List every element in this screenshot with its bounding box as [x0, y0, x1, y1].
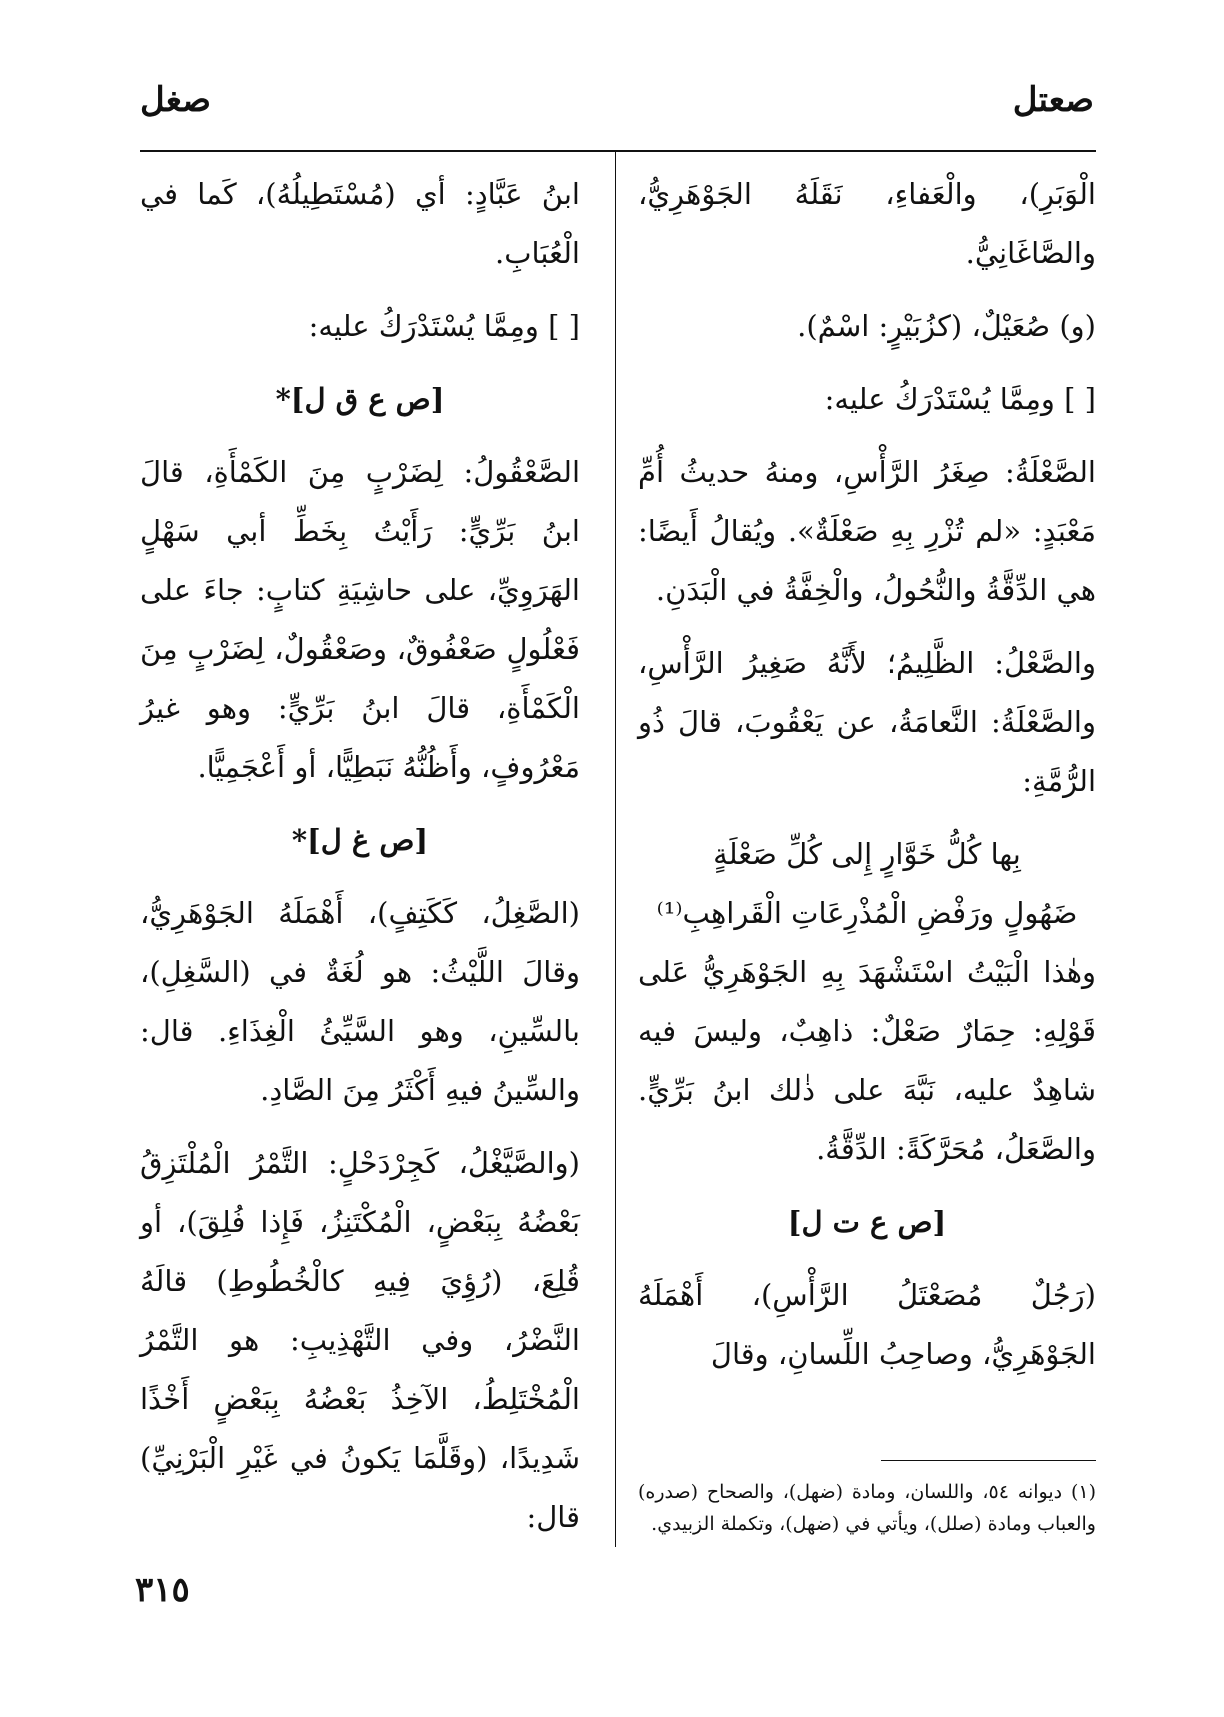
running-header-left: صغل: [140, 80, 212, 120]
header-rule: [140, 150, 1096, 152]
paragraph: وهٰذا الْبَيْتُ اسْتَشْهَدَ بِهِ الجَوْهَرِيُّ عَلى قَوْلِهِ: حِمَارٌ صَعْلٌ: ذاهِبٌ، وليسَ فيه شاهِدٌ عليه، نَبَّهَ على ذٰلك ابنُ بَرِّيٍّ. والصَّعَلُ، مُحَرَّكَةً: الدِّقَّةُ.: [638, 955, 1096, 1166]
verse-line: بِها كُلُّ خَوَّارٍ إِلى كُلِّ صَعْلَةٍ: [713, 837, 1021, 871]
paragraph: الصَّعْلَةُ: صِغَرُ الرَّأْسِ، ومنهُ حديثُ أُمِّ مَعْبَدٍ: «لم تُزْرِ بِهِ صَعْلَةٌ». ويُقالُ أَيضًا: هي الدِّقَّةُ والنُّحُولُ، والْخِفَّةُ في الْبَدَنِ.: [638, 455, 1096, 607]
paragraph: (الصَّغِلُ، كَكَتِفٍ)، أَهْمَلَهُ الجَوْهَرِيُّ، وقالَ اللَّيْثُ: هو لُغَةٌ في (السَّغِلِ)، بالسِّينِ، وهو السَّيِّئُ الْغِذَاءِ. قال: والسِّينُ فيهِ أَكْثَرُ مِنَ الصَّادِ.: [140, 896, 580, 1107]
footnote: [638, 1476, 1096, 1540]
entry-heading: [ص ع ق ل]*: [275, 382, 445, 416]
footnote-text: (١) ديوانه ٥٤، واللسان، ومادة (ضهل)، والصحاح (صدره) والعباب ومادة (صلل)، ويأتي في (ضهل)، وتكملة الزبيدي.: [638, 1481, 1096, 1535]
paragraph: الصَّعْقُولُ: لِضَرْبٍ مِنَ الكَمْأَةِ، قالَ ابنُ بَرِّيٍّ: رَأَيْتُ بِخَطِّ أبي سَهْلٍ الهَرَوِيِّ، على حاشِيَةِ كتابٍ: جاءَ على فَعْلُولٍ صَعْفُوقٌ، وصَعْقُولٌ، لِضَرْبٍ مِنَ الْكَمْأَةِ، قالَ ابنُ بَرِّيٍّ: وهو غيرُ مَعْرُوفٍ، وأَظُنُّهُ نَبَطِيًّا، أو أَعْجَمِيًّا.: [140, 455, 580, 784]
paragraph: (رَجُلٌ مُصَعْتَلُ الرَّأْسِ)، أَهْمَلَهُ الجَوْهَرِيُّ، وصاحِبُ اللِّسانِ، وقالَ: [638, 1278, 1096, 1371]
paragraph: والصَّعْلُ: الظَّلِيمُ؛ لأَنَّهُ صَغِيرُ الرَّأْسِ، والصَّعْلَةُ: النَّعامَةُ، عن يَعْقُوبَ، قالَ ذُو الرُّمَّةِ:: [638, 646, 1096, 798]
paragraph: الْوَبَرِ)، والْعَفاءِ، نَقَلَهُ الجَوْهَرِيُّ، والصَّاغَانِيُّ.: [638, 177, 1096, 270]
paragraph: [ ] ومِمَّا يُسْتَدْرَكُ عليه:: [824, 382, 1096, 416]
column-divider: [615, 152, 616, 1547]
paragraph: (والصَّيَّغْلُ، كَجِرْدَحْلٍ: التَّمْرُ الْمُلْتَزِقُ بَعْضُهُ بِبَعْضٍ، الْمُكْتَنِزُ، فَإِذا فُلِقَ)، أو قُلِعَ، (رُؤِيَ فِيهِ كالْخُطُوطِ) قالَهُ النَّضْرُ، وفي التَّهْذِيبِ: هو التَّمْرُ الْمُخْتَلِطُ، الآخِذُ بَعْضُهُ بِبَعْضٍ أَخْذًا شَدِيدًا، (وقَلَّمَا يَكونُ في غَيْرِ الْبَرْنِيِّ) قال:: [140, 1146, 580, 1534]
verse-line: ضَهُولٍ ورَفْضِ الْمُذْرِعَاتِ الْقَراهِبِ⁽¹⁾: [656, 896, 1078, 930]
running-header-right: صعتل: [1012, 80, 1094, 120]
entry-heading: [ص ع ت ل]: [787, 1205, 947, 1239]
page-number: ٣١٥: [135, 1570, 190, 1610]
paragraph: [ ] ومِمَّا يُسْتَدْرَكُ عليه:: [308, 309, 580, 343]
paragraph: (و) صُعَيْلٌ، (كزُبَيْرٍ: اسْمٌ).: [797, 309, 1096, 343]
paragraph: ابنُ عَبَّادٍ: أي (مُسْتَطِيلُهُ)، كَما في الْعُبَابِ.: [140, 177, 580, 270]
entry-heading: [ص غ ل]*: [291, 823, 429, 857]
footnote-rule: [881, 1460, 1096, 1461]
left-column: [140, 165, 580, 1561]
right-column: [638, 165, 1096, 1398]
